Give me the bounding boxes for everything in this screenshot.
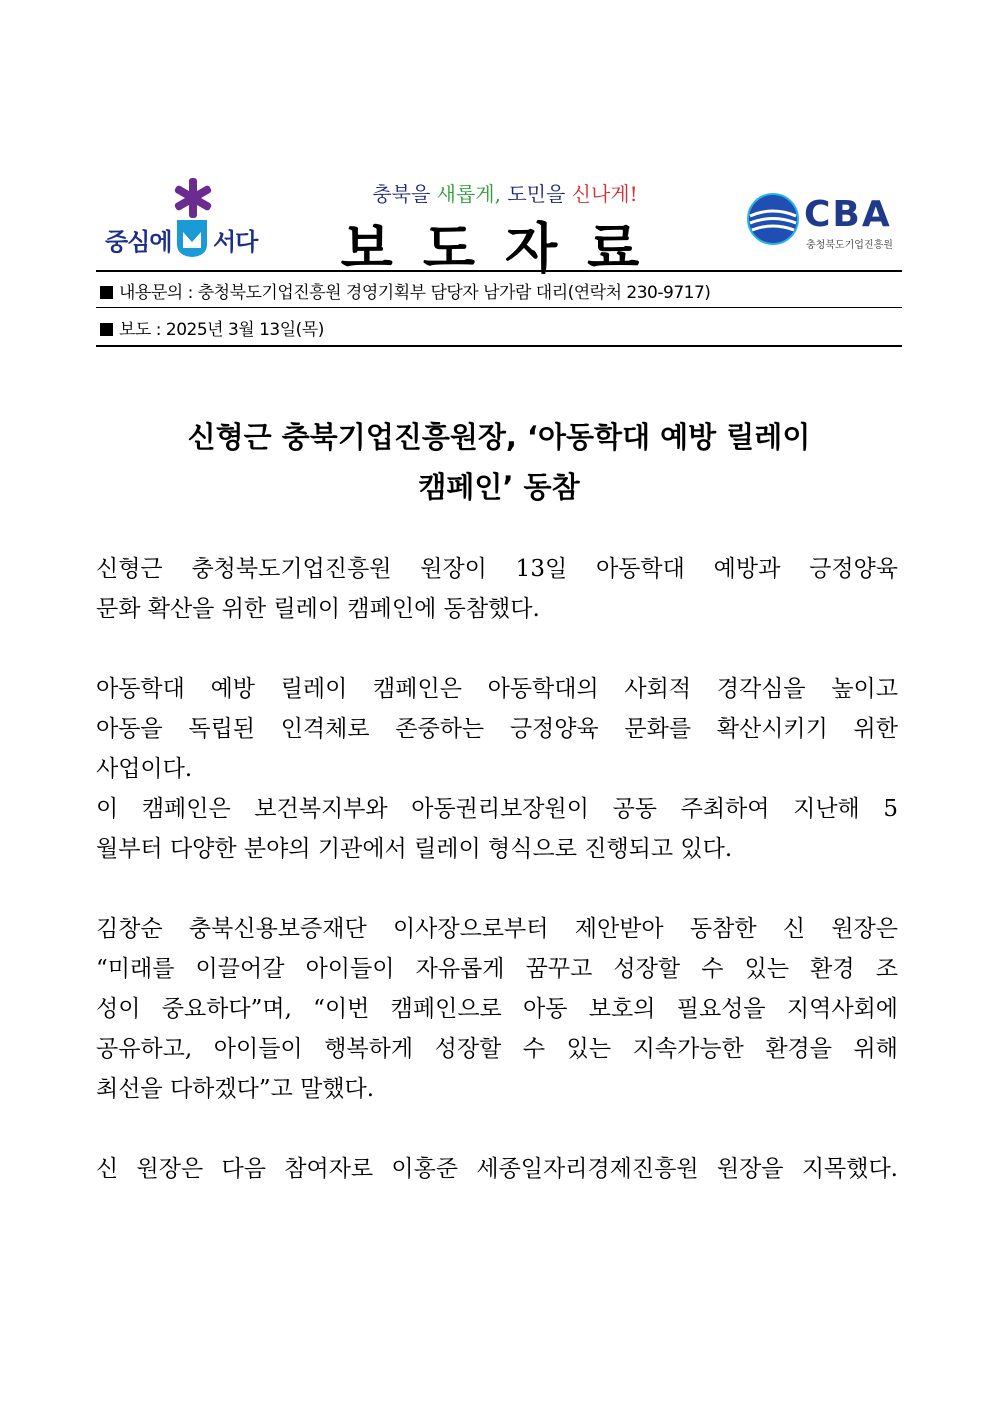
slogan-part3: 도민을 bbox=[500, 182, 572, 206]
release-text: 보도 : 2025년 3월 13일(목) bbox=[119, 320, 324, 340]
divider-bottom bbox=[96, 345, 902, 347]
paragraph-line: 신 원장은 다음 참여자로 이홍준 세종일자리경제진흥원 원장을 지목했다. bbox=[96, 1156, 898, 1182]
globe-icon bbox=[746, 192, 800, 246]
right-logo-brand: CBA bbox=[804, 194, 892, 235]
right-logo-sub: 충청북도기업진흥원 bbox=[806, 240, 893, 251]
headline-line1: 신형근 충북기업진흥원장, ‘아동학대 예방 릴레이 bbox=[187, 420, 811, 454]
paragraph-line: 최선을 다하겠다”고 말했다. bbox=[96, 1076, 375, 1102]
left-logo-text2: 서다 bbox=[213, 228, 258, 256]
divider-top bbox=[96, 270, 902, 272]
divider-middle bbox=[96, 307, 902, 308]
paragraph-1 bbox=[96, 549, 898, 629]
paragraph-line: 아동학대 예방 릴레이 캠페인은 아동학대의 사회적 경각심을 높이고 bbox=[96, 676, 898, 702]
contact-row bbox=[100, 278, 710, 303]
left-logo bbox=[105, 178, 265, 266]
press-title: 보도자료 bbox=[340, 217, 670, 280]
headline bbox=[96, 412, 902, 512]
paragraph-line: 아동을 독립된 인격체로 존중하는 긍정양육 문화를 확산시키기 위한 bbox=[96, 716, 898, 742]
paragraph-line: 김창순 충북신용보증재단 이사장으로부터 제안받아 동참한 신 원장은 bbox=[96, 916, 898, 942]
flower-icon bbox=[173, 178, 213, 218]
slogan-part4: 신나게! bbox=[571, 182, 638, 206]
paragraph-line: 사업이다. bbox=[96, 756, 193, 782]
paragraph-line: “미래를 이끌어갈 아이들이 자유롭게 꿈꾸고 성장할 수 있는 환경 조 bbox=[96, 956, 898, 982]
headline-line2: 캠페인’ 동참 bbox=[418, 470, 580, 504]
paragraph-line: 성이 중요하다”며, “이번 캠페인으로 아동 보호의 필요성을 지역사회에 bbox=[96, 996, 898, 1022]
slogan-part1: 충북을 bbox=[372, 182, 437, 206]
square-bullet-icon bbox=[100, 323, 113, 336]
release-row bbox=[100, 315, 324, 340]
paragraph-line: 이 캠페인은 보건복지부와 아동권리보장원이 공동 주최하여 지난해 5 bbox=[96, 796, 898, 822]
paragraph-line: 문화 확산을 위한 릴레이 캠페인에 동참했다. bbox=[96, 596, 540, 622]
square-bullet-icon bbox=[100, 286, 113, 299]
paragraph-line: 신형근 충청북도기업진흥원 원장이 13일 아동학대 예방과 긍정양육 bbox=[96, 556, 898, 582]
contact-text: 내용문의 : 충청북도기업진흥원 경영기획부 담당자 남가람 대리(연락처 230-9717) bbox=[119, 283, 711, 303]
slogan-part2: 새롭게, bbox=[436, 182, 501, 206]
left-logo-text1: 중심에 bbox=[105, 228, 172, 256]
paragraph-line: 월부터 다양한 분야의 기관에서 릴레이 형식으로 진행되고 있다. bbox=[96, 836, 733, 862]
slogan bbox=[290, 178, 720, 207]
paragraph-3 bbox=[96, 909, 898, 1109]
right-logo bbox=[746, 192, 906, 256]
paragraph-4 bbox=[96, 1149, 898, 1189]
shield-icon bbox=[175, 218, 209, 258]
paragraph-line: 공유하고, 아이들이 행복하게 성장할 수 있는 지속가능한 환경을 위해 bbox=[96, 1036, 898, 1062]
paragraph-2 bbox=[96, 669, 898, 869]
